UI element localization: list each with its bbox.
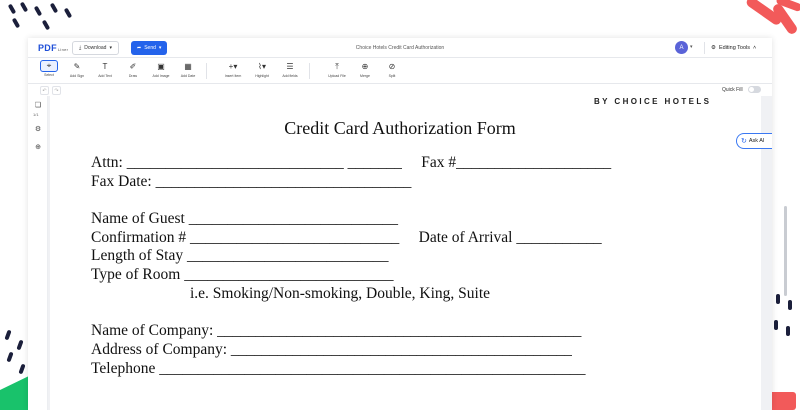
tool-add-sign[interactable]	[66, 60, 88, 82]
logo-subtext: Liner	[57, 47, 69, 52]
deco-dash	[16, 340, 23, 351]
tool-label: Add Date	[180, 74, 196, 78]
tool-label: Add fields	[282, 74, 298, 78]
undo-icon[interactable]: ↶	[40, 86, 49, 95]
calendar-icon: ▦	[184, 62, 192, 71]
tool-label: Add Text	[98, 74, 112, 78]
fields-icon: ☰	[286, 62, 294, 71]
deco-dash	[50, 3, 58, 14]
tool-label: Upload File	[328, 74, 346, 78]
confirmation-arrival-line[interactable]: Confirmation # ___________________________ Date of Arrival ___________	[91, 229, 602, 246]
tool-merge[interactable]	[354, 60, 376, 82]
redo-icon[interactable]: ↷	[52, 86, 61, 95]
deco-dash	[774, 320, 778, 330]
scrollbar[interactable]	[784, 206, 787, 296]
document-title: Choice Hotels Credit Card Authorization	[355, 45, 445, 51]
editing-tools-icon: ⚙	[711, 45, 716, 51]
tool-add-date[interactable]	[177, 60, 199, 82]
room-type-note: i.e. Smoking/Non-smoking, Double, King, Suite	[189, 285, 491, 302]
document-page	[50, 96, 761, 410]
zoom-icon[interactable]: ⊕	[35, 144, 41, 151]
company-name-line[interactable]: Name of Company: _______________________________________________	[91, 322, 582, 339]
settings-icon[interactable]: ⚙	[34, 126, 42, 133]
deco-dash	[18, 364, 25, 375]
quick-fill-toggle[interactable]	[748, 86, 761, 93]
deco-dash	[6, 352, 13, 363]
upload-icon: ⤒	[335, 61, 339, 71]
deco-dash	[20, 2, 28, 13]
draw-icon: ✐	[129, 62, 137, 71]
app-window	[28, 38, 772, 410]
deco-dash	[788, 300, 792, 310]
attn-fax-line[interactable]: Attn: ____________________________ _______ Fax #____________________	[91, 154, 612, 171]
sub-bar	[28, 84, 772, 96]
ask-ai-label: Ask AI	[748, 138, 765, 144]
editing-tools-button[interactable]	[704, 42, 756, 54]
download-icon: ⤓	[79, 45, 82, 51]
tool-highlight[interactable]	[251, 60, 273, 82]
fax-date-line[interactable]: Fax Date: _________________________________	[91, 173, 412, 190]
deco-dash	[42, 20, 50, 31]
room-type-line[interactable]: Type of Room ___________________________	[91, 266, 394, 283]
quick-fill-label: Quick Fill	[722, 87, 743, 93]
pen-icon: ✎	[73, 62, 81, 71]
tool-label: Split	[388, 74, 396, 78]
tool-label: Select	[44, 73, 54, 77]
deco-dash	[12, 18, 20, 29]
guest-name-line[interactable]: Name of Guest ___________________________	[91, 210, 398, 227]
tool-label: Add Image	[152, 74, 170, 78]
chevron-down-icon: ▾	[158, 45, 162, 51]
tool-add-fields[interactable]	[279, 60, 301, 82]
company-address-line[interactable]: Address of Company: ____________________________________________	[91, 341, 572, 358]
chevron-down-icon: ▾	[109, 45, 112, 51]
toolbar-divider	[309, 63, 310, 79]
length-of-stay-line[interactable]: Length of Stay __________________________	[91, 247, 389, 264]
pages-icon[interactable]: ❏	[34, 102, 42, 109]
telephone-line[interactable]: Telephone _______________________________________________________	[91, 360, 586, 377]
chevron-up-icon: ˄	[753, 45, 757, 51]
ask-ai-button[interactable]	[736, 133, 772, 149]
tool-label: Draw	[128, 74, 138, 78]
avatar[interactable]: A	[675, 41, 688, 54]
tool-label: Highlight	[255, 74, 269, 78]
deco-dash	[786, 326, 790, 336]
deco-dash	[8, 4, 16, 15]
cursor-icon: ⌖	[40, 60, 58, 72]
tool-upload-file[interactable]	[326, 60, 348, 82]
highlight-icon: ⌇▾	[258, 62, 266, 71]
ai-sparkle-icon: ↻	[741, 138, 747, 145]
editing-tools-label: Editing Tools	[718, 45, 751, 51]
deco-dash	[4, 330, 11, 341]
chevron-down-icon[interactable]: ▾	[690, 44, 693, 50]
tool-split[interactable]	[381, 60, 403, 82]
tool-select[interactable]	[38, 60, 60, 82]
tool-add-image[interactable]	[150, 60, 172, 82]
left-rail	[28, 96, 48, 410]
image-icon: ▣	[157, 62, 165, 71]
tool-draw[interactable]	[122, 60, 144, 82]
document-canvas	[48, 96, 772, 410]
toolbar-divider	[206, 63, 207, 79]
toolbar	[28, 58, 772, 84]
tool-label: Insert Item	[224, 74, 242, 78]
plus-icon: +▾	[228, 62, 238, 71]
deco-dash	[776, 294, 780, 304]
form-title: Credit Card Authorization Form	[284, 118, 516, 138]
top-bar	[28, 38, 772, 58]
logo-text: PDF	[38, 43, 57, 53]
text-icon: T	[102, 62, 108, 71]
send-icon: ➦	[137, 45, 142, 51]
deco-dash	[34, 6, 42, 17]
tool-add-text[interactable]	[94, 60, 116, 82]
tool-label: Merge	[360, 74, 370, 78]
split-icon: ⊘	[388, 62, 396, 71]
tool-label: Add Sign	[69, 74, 85, 78]
tool-insert-item[interactable]	[222, 60, 244, 82]
brand-header: BY CHOICE HOTELS	[594, 97, 712, 106]
deco-dash	[64, 8, 72, 19]
download-label: Download	[84, 45, 107, 51]
page-indicator: 1/1	[33, 112, 39, 117]
send-label: Send	[144, 45, 156, 51]
merge-icon: ⊕	[361, 62, 369, 71]
